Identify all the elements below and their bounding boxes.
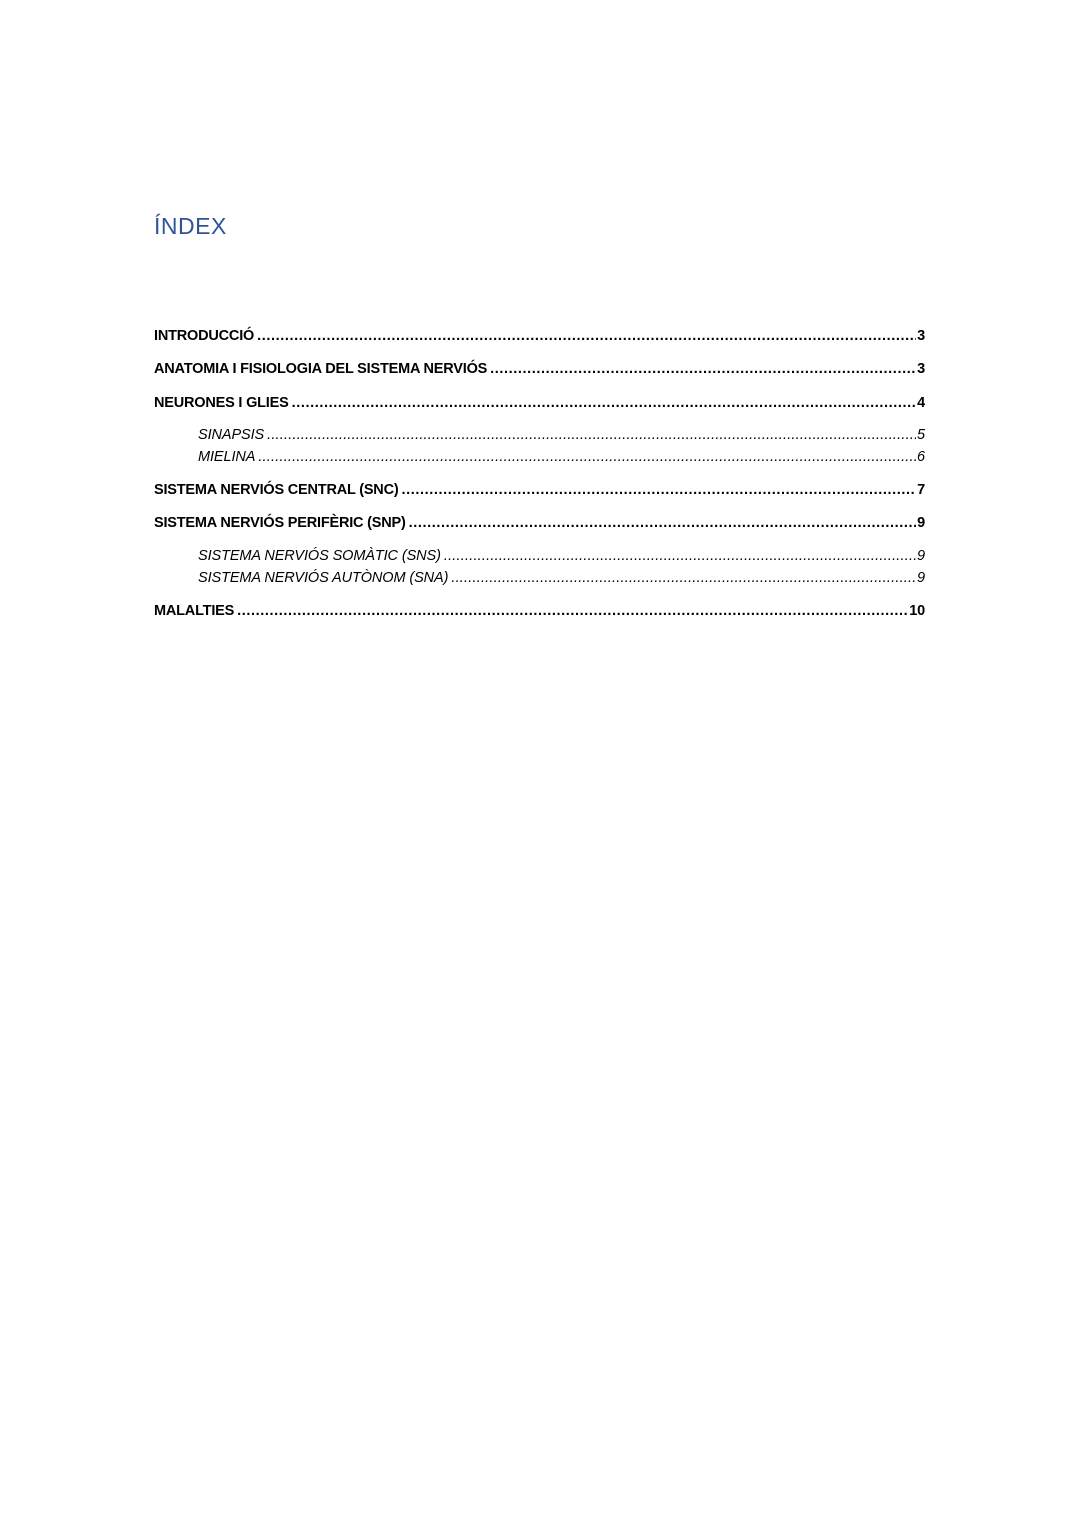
toc-entry-label: SISTEMA NERVIÓS SOMÀTIC (SNS): [198, 548, 441, 564]
toc-dot-leader: [451, 568, 916, 588]
toc-entry-mielina[interactable]: [198, 447, 925, 467]
toc-dot-leader: [409, 513, 917, 533]
toc-page-number: 10: [909, 603, 925, 619]
toc-entry-label: SINAPSIS: [198, 427, 265, 443]
toc-dot-leader: [444, 546, 916, 566]
toc-page-number: 9: [917, 548, 925, 564]
toc-dot-leader: [490, 359, 916, 379]
toc-page-number: 7: [917, 482, 925, 498]
toc-page-number: 9: [917, 515, 925, 531]
toc-entry-introduccio[interactable]: [154, 326, 925, 346]
toc-page-number: 3: [917, 361, 925, 377]
toc-entry-neurones-glies[interactable]: [154, 393, 925, 413]
toc-page-number: 5: [917, 427, 925, 443]
toc-entry-label: SISTEMA NERVIÓS AUTÒNOM (SNA): [198, 570, 449, 586]
toc-dot-leader: [292, 393, 917, 413]
toc-dot-leader: [401, 480, 916, 500]
toc-entry-anatomia-fisiologia[interactable]: [154, 359, 925, 379]
toc-page-number: 3: [917, 328, 925, 344]
toc-dot-leader: [258, 447, 916, 467]
toc-entry-snc[interactable]: [154, 480, 925, 500]
toc-entry-malalties[interactable]: [154, 601, 925, 621]
toc-entry-sns[interactable]: [198, 546, 925, 566]
toc-page-number: 6: [917, 449, 925, 465]
toc-entry-label: MALALTIES: [154, 603, 235, 619]
page-title: ÍNDEX: [154, 213, 227, 240]
toc-entry-sinapsis[interactable]: [198, 425, 925, 445]
toc-entry-snp[interactable]: [154, 513, 925, 533]
toc-entry-label: ANATOMIA I FISIOLOGIA DEL SISTEMA NERVIÓS: [154, 361, 488, 377]
toc-page-number: 4: [917, 395, 925, 411]
toc-entry-sna[interactable]: [198, 568, 925, 588]
toc-dot-leader: [257, 326, 916, 346]
toc-entry-label: SISTEMA NERVIÓS CENTRAL (SNC): [154, 482, 399, 498]
toc-entry-label: SISTEMA NERVIÓS PERIFÈRIC (SNP): [154, 515, 406, 531]
toc-page-number: 9: [917, 570, 925, 586]
toc-entry-label: NEURONES I GLIES: [154, 395, 289, 411]
toc-dot-leader: [237, 601, 908, 621]
toc-dot-leader: [267, 425, 916, 445]
toc-entry-label: INTRODUCCIÓ: [154, 328, 255, 344]
toc-entry-label: MIELINA: [198, 449, 256, 465]
